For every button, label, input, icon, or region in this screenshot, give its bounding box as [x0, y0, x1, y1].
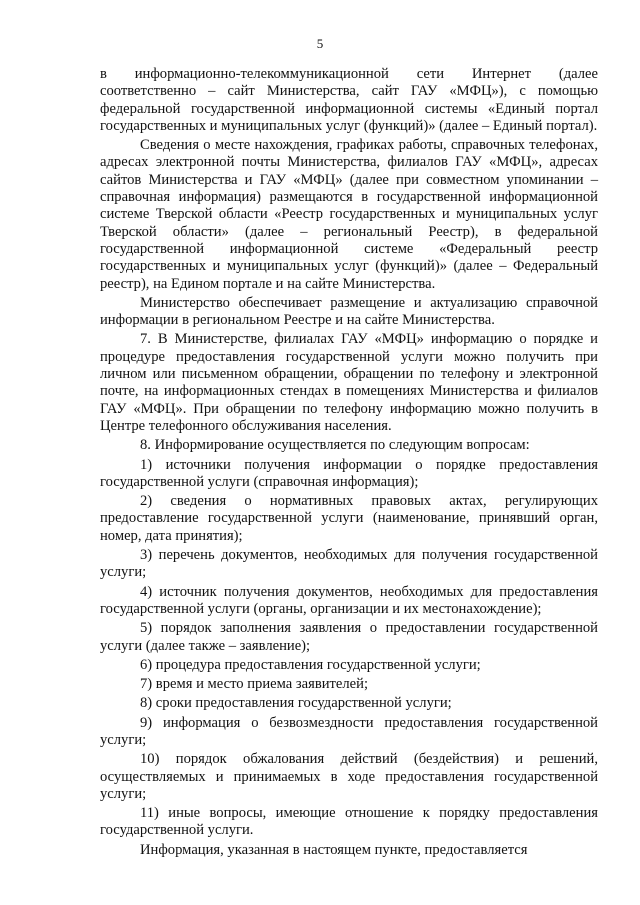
list-item-3: 3) перечень документов, необходимых для получения государственной услуги;	[100, 547, 598, 581]
list-item-11: 11) иные вопросы, имеющие отношение к порядку предоставления государственной услуги.	[100, 805, 598, 839]
paragraph-closing: Информация, указанная в настоящем пункте, предоставляется	[140, 841, 528, 858]
paragraph-ministry-updates: Министерство обеспечивает размещение и актуализацию справочной информации в региональном Реестре и на сайте Министерства.	[100, 294, 598, 329]
list-item-2: 2) сведения о нормативных правовых актах, регулирующих предоставление государственной услуги (наименование, принявший орган, номер, дата принятия);	[100, 493, 598, 544]
list-item-4: 4) источник получения документов, необходимых для предоставления государственной услуги (органы, организации и их местонахождение);	[100, 583, 598, 617]
paragraph-reference-info: Сведения о месте нахождения, графиках работы, справочных телефонах, адресах электронной почты Министерства, филиалов ГАУ «МФЦ», адресах сайтов Министерства и ГАУ «МФЦ» (далее при совместном упоминании – справочная информация) размещаются в государственной информационной системе Тверской области «Реестр государственных и муниципальных услуг Тверской области» (далее – региональный Реестр), в федеральной государственной информационной системе «Федеральный реестр государственных и муниципальных услуг (функций)» (далее – Федеральный реестр), на Едином портале и на сайте Министерства.	[100, 137, 598, 292]
list-item-8: 8) сроки предоставления государственной услуги;	[140, 695, 452, 712]
list-item-5: 5) порядок заполнения заявления о предоставлении государственной услуги (далее также – заявление);	[100, 620, 598, 654]
list-item-7: 7) время и место приема заявителей;	[140, 676, 368, 693]
list-item-10: 10) порядок обжалования действий (бездействия) и решений, осуществляемых и принимаемых в ходе предоставления государственной услуги;	[100, 751, 598, 802]
paragraph-portal-continuation: в информационно-телекоммуникационной сети Интернет (далее соответственно – сайт Министерства, сайт ГАУ «МФЦ»), с помощью федеральной государственной информационной системы «Единый портал государственных и муниципальных услуг (функций)» (далее – Единый портал).	[100, 66, 598, 134]
paragraph-item-8: 8. Информирование осуществляется по следующим вопросам:	[140, 437, 530, 454]
list-item-6: 6) процедура предоставления государственной услуги;	[140, 656, 481, 673]
page-number: 5	[316, 36, 324, 51]
paragraph-item-7: 7. В Министерстве, филиалах ГАУ «МФЦ» информацию о порядке и процедуре предоставления государственной услуги можно получить при личном или письменном обращении, обращении по телефону и электронной почте, на информационных стендах в помещениях Министерства и филиалов ГАУ «МФЦ». При обращении по телефону информацию можно получить в Центре телефонного обслуживания населения.	[100, 331, 598, 434]
list-item-1: 1) источники получения информации о порядке предоставления государственной услуги (справочная информация);	[100, 456, 598, 490]
list-item-9: 9) информация о безвозмездности предоставления государственной услуги;	[100, 714, 598, 748]
document-body	[100, 66, 598, 861]
